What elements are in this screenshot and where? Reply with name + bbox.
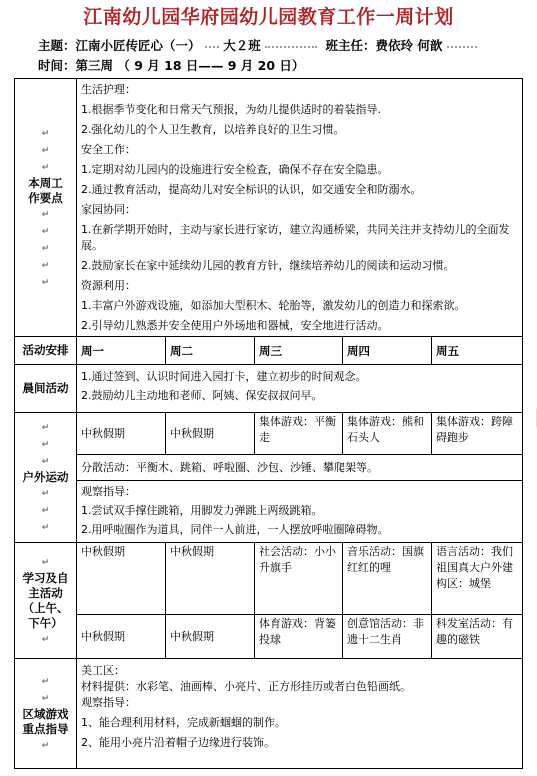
schedule-header-row xyxy=(15,337,523,365)
area-line: 2、能用小亮片沿着帽子边缘进行装饰。 xyxy=(81,736,275,749)
outdoor-monday: 中秋假期 xyxy=(77,413,166,455)
study-monday-pm: 中秋假期 xyxy=(77,615,166,659)
morning-row xyxy=(15,365,523,413)
teacher-label: 班主任： xyxy=(325,38,376,53)
time-value: 第三周 （ 9 月 18 日—— 9 月 20 日） xyxy=(75,58,305,73)
study-wednesday-am: 社会活动：小小升旗手 xyxy=(255,543,343,615)
theme-label: 主题： xyxy=(38,38,76,53)
key-point-line: 2.引导幼儿熟悉并安全使用户外场地和器械，安全地进行活动。 xyxy=(81,319,389,332)
key-point-line: 1.丰富户外游戏设施，如添加大型积木、轮胎等，激发幼儿的创造力和探索欲。 xyxy=(81,299,466,312)
outdoor-group: 分散活动：平衡木、跳箱、呼啦圈、沙包、沙锤、攀爬架等。 xyxy=(77,455,523,481)
area-line: 材料提供：水彩笔、油画棒、小亮片、正方形挂历或者白色铅画纸。 xyxy=(81,680,411,693)
outdoor-label: ↵ ↵ ↵ 户外运动 ↵ ↵ ↵ xyxy=(15,413,77,543)
outdoor-days-row xyxy=(15,413,523,455)
time-line xyxy=(38,56,304,74)
key-point-line: 2.通过教育活动，提高幼儿对安全标识的认识，如交通安全和防溺水。 xyxy=(81,183,422,196)
study-tuesday-pm: 中秋假期 xyxy=(166,615,255,659)
key-points-row xyxy=(15,79,523,337)
teacher-value: 费依玲 何歆 xyxy=(375,38,443,53)
morning-content xyxy=(77,365,523,413)
area-label: ↵ ↵ 区域游戏重点指导 ↵ xyxy=(15,659,77,769)
key-point-line: 2.鼓励家长在家中延续幼儿园的教育方针，继续培养幼儿的阅读和运动习惯。 xyxy=(81,259,455,272)
key-point-line: 1.在新学期开始时，主动与家长进行家访，建立沟通桥梁，共同关注并支持幼儿的全面发展。 xyxy=(81,223,510,252)
outdoor-observe-line: 1.尝试双手撑住跳箱，用脚发力弹跳上两级跳箱。 xyxy=(81,504,323,517)
time-label: 时间： xyxy=(38,58,76,73)
area-line: 1、能合理利用材料，完成新蝈蝈的制作。 xyxy=(81,716,286,729)
outdoor-friday: 集体游戏：跨障碍跑步 xyxy=(432,413,523,455)
study-monday-am: 中秋假期 xyxy=(77,543,166,615)
study-friday-pm: 科发室活动：有趣的磁铁 xyxy=(432,615,523,659)
key-point-line: 安全工作： xyxy=(81,143,136,156)
day-friday: 周五 xyxy=(432,337,523,365)
key-points-content xyxy=(77,79,523,337)
day-thursday: 周四 xyxy=(343,337,432,365)
study-row-2 xyxy=(15,615,523,659)
morning-label: 晨间活动 xyxy=(15,365,77,413)
study-thursday-pm: 创意馆活动：非遗十二生肖 xyxy=(343,615,432,659)
day-monday: 周一 xyxy=(77,337,166,365)
study-friday-am: 语言活动：我们祖国真大户外建构区：城堡 xyxy=(432,543,523,615)
morning-line: 2.鼓励幼儿主动地和老师、阿姨、保安叔叔问早。 xyxy=(81,389,323,402)
theme-line xyxy=(38,36,477,54)
outdoor-observe-row xyxy=(15,481,523,543)
outdoor-group-row xyxy=(15,455,523,481)
area-line: 观察指导： xyxy=(81,696,136,709)
outdoor-observe-line: 观察指导： xyxy=(81,485,136,498)
key-point-line: 资源利用： xyxy=(81,279,136,292)
key-point-line: 生活护理： xyxy=(81,83,136,96)
key-point-line: 1.定期对幼儿园内的设施进行安全检查，确保不存在安全隐患。 xyxy=(81,163,389,176)
key-point-line: 1.根据季节变化和日常天气预报，为幼儿提供适时的着装指导. xyxy=(81,103,381,116)
key-point-line: 2.强化幼儿的个人卫生教育，以培养良好的卫生习惯。 xyxy=(81,123,345,136)
day-wednesday: 周三 xyxy=(255,337,343,365)
outdoor-wednesday: 集体游戏：平衡走 xyxy=(255,413,343,455)
study-wednesday-pm: 体育游戏：背篓投球 xyxy=(255,615,343,659)
area-content xyxy=(77,659,523,769)
study-tuesday-am: 中秋假期 xyxy=(166,543,255,615)
weekly-plan-table xyxy=(14,78,523,769)
area-line: 美工区： xyxy=(81,664,125,677)
morning-line: 1.通过签到、认识时间进入园打卡，建立初步的时间观念。 xyxy=(81,370,367,383)
area-row xyxy=(15,659,523,769)
theme-value: 江南小匠传匠心（一） xyxy=(75,38,201,53)
study-label: ↵ 学习及自主活动（上午、下午） ↵ xyxy=(15,543,77,659)
key-points-label: ↵ ↵ ↵ 本周工作要点 ↵ ↵ ↵ ↵ ↵ xyxy=(15,79,77,337)
day-tuesday: 周二 xyxy=(166,337,255,365)
outdoor-thursday: 集体游戏：熊和石头人 xyxy=(343,413,432,455)
outdoor-observe-line: 2.用呼啦圈作为道具，同伴一人前进，一人摆放呼啦圈障碍物。 xyxy=(81,523,389,536)
key-point-line: 家园协同： xyxy=(81,203,136,216)
outdoor-observe xyxy=(77,481,523,543)
page-title: 江南幼儿园华府园幼儿园教育工作一周计划 xyxy=(83,6,454,28)
class-name: 大２班 xyxy=(223,38,261,53)
study-thursday-am: 音乐活动：国旗红红的哩 xyxy=(343,543,432,615)
outdoor-tuesday: 中秋假期 xyxy=(166,413,255,455)
schedule-label: 活动安排 xyxy=(15,337,77,365)
study-row-1 xyxy=(15,543,523,615)
